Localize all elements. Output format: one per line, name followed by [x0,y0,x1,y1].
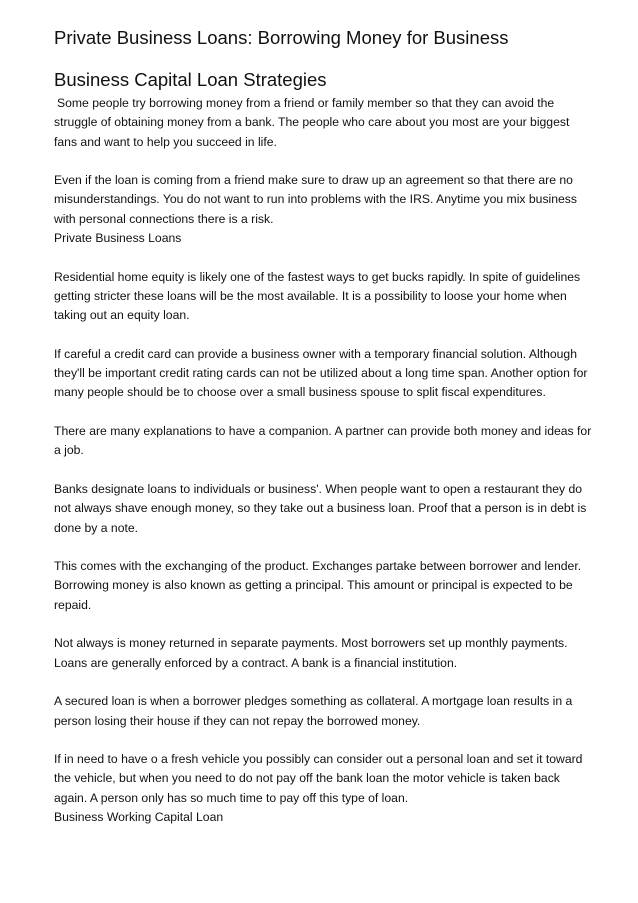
inline-heading: Business Working Capital Loan [54,809,224,824]
paragraph: This comes with the exchanging of the product. Exchanges partake between borrower and lender. Borrowing money is also known as getting a principal. This amount or principal is expected to be repaid. [54,559,582,612]
inline-heading: Private Business Loans [54,231,182,246]
paragraph: A secured loan is when a borrower pledges something as collateral. A mortgage loan results in a person losing their house if they can not repay the borrowed money. [54,694,573,728]
document-title: Private Business Loans: Borrowing Money for Business [54,27,509,48]
paragraph: There are many explanations to have a companion. A partner can provide both money and ideas for a job. [54,424,592,458]
paragraph: Residential home equity is likely one of the fastest ways to get bucks rapidly. In spite of guidelines getting stricter these loans will be the most available. It is a possibility to loose your home when taking out an equity loan. [54,269,581,323]
paragraph: Even if the loan is coming from a friend make sure to draw up an agreement so that there are no misunderstandings. You do not want to run into problems with the IRS. Anytime you mix business with personal connections there is a risk. [54,173,577,226]
section-heading: Business Capital Loan Strategies [54,69,327,90]
paragraph: If careful a credit card can provide a business owner with a temporary financial solution. Although they'll be important credit rating cards can not be utilized about a long time span. Another option for many people should be to choose over a small business spouse to split fiscal expenditures. [54,346,588,400]
document-body [54,94,594,827]
paragraph: If in need to have o a fresh vehicle you possibly can consider out a personal loan and set it toward the vehicle, but when you need to do not pay off the bank loan the motor vehicle is taken back again. A person only has so much time to pay off this type of loan. [54,752,583,805]
paragraph: Some people try borrowing money from a friend or family member so that they can avoid the struggle of obtaining money from a bank. The people who care about you most are your biggest fans and want to help you succeed in life. [54,96,570,149]
paragraph: Banks designate loans to individuals or business'. When people want to open a restaurant they do not always shave enough money, so they take out a business loan. Proof that a person is in debt is done by a note. [54,481,587,535]
document-page [54,26,594,827]
paragraph: Not always is money returned in separate payments. Most borrowers set up monthly payments. Loans are generally enforced by a contract. A bank is a financial institution. [54,636,568,670]
